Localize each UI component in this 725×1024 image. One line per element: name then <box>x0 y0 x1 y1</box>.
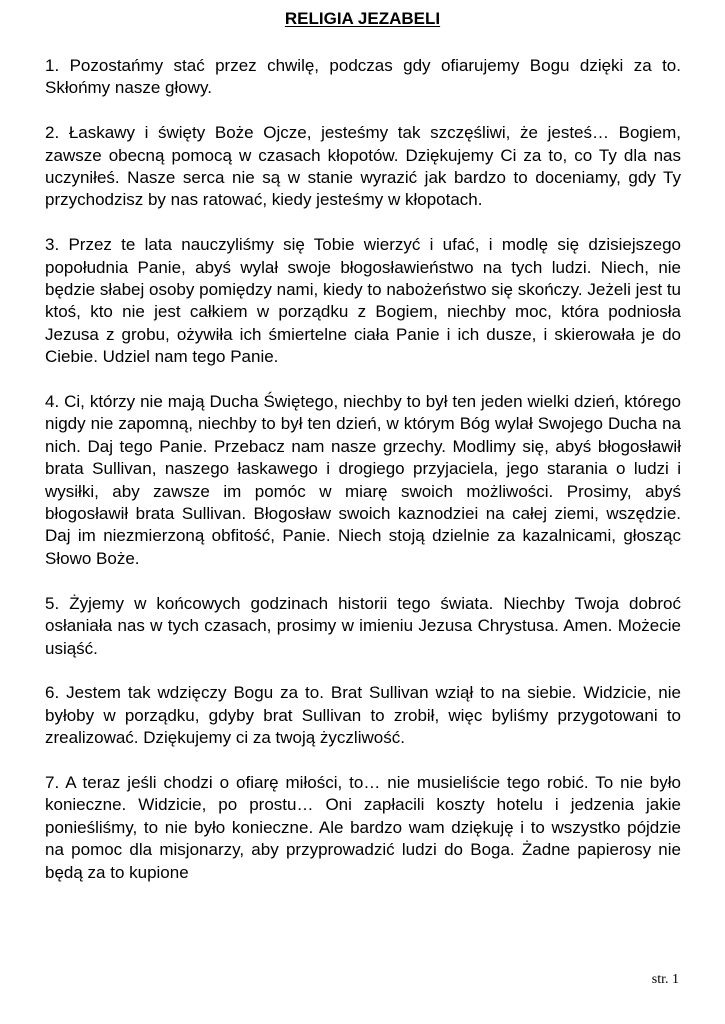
document-title: RELIGIA JEZABELI <box>284 9 441 28</box>
paragraph-2: 2. Łaskawy i święty Boże Ojcze, jesteśmy tak szczęśliwi, że jesteś… Bogiem, zawsze obecną pomocą w czasach kłopotów. Dziękujemy Ci za to, co Ty dla nas uczyniłeś. Nasze serca nie są w stanie wyrazić jak bardzo to doceniamy, gdy Ty przychodzisz by nas ratować, kiedy jesteśmy w kłopotach. <box>45 123 681 210</box>
paragraph-5: 5. Żyjemy w końcowych godzinach historii tego świata. Niechby Twoja dobroć osłaniała nas w tych czasach, prosimy w imieniu Jezusa Chrystusa. Amen. Możecie usiąść. <box>45 593 681 658</box>
paragraph-4: 4. Ci, którzy nie mają Ducha Świętego, niechby to był ten jeden wielki dzień, którego nigdy nie zapomną, niechby to był ten dzień, w którym Bóg wylał Swojego Ducha na nich. Daj tego Panie. Przebacz nam nasze grzechy. Modlimy się, abyś błogosławił brata Sullivan, naszego łaskawego i drogiego przyjaciela, jego starania o ludzi i wysiłki, aby zawsze im pomóc w miarę swoich możliwości. Prosimy, abyś błogosławił brata Sullivan. Błogosław swoich kaznodziei na całej ziemi, wszędzie. Daj im niezmierzoną obfitość, Panie. Niech stoją dzielnie za kazalnicami, głosząc Słowo Boże. <box>45 392 681 568</box>
paragraph-1: 1. Pozostańmy stać przez chwilę, podczas gdy ofiarujemy Bogu dzięki za to. Skłońmy nasze głowy. <box>45 56 681 98</box>
document-body <box>45 55 681 884</box>
paragraph-3: 3. Przez te lata nauczyliśmy się Tobie wierzyć i ufać, i modlę się dzisiejszego popołudnia Panie, abyś wylał swoje błogosławieństwo na tych ludzi. Niech, nie będzie słabej osoby pomiędzy nami, kiedy to nabożeństwo się skończy. Jeżeli jest tu ktoś, kto nie jest całkiem w porządku z Bogiem, niechby moc, która podniosła Jezusa z grobu, ożywiła ich śmiertelne ciała Panie i ich dusze, i skierowała je do Ciebie. Udziel nam tego Panie. <box>45 235 681 367</box>
page-number: str. 1 <box>651 972 679 987</box>
paragraph-6: 6. Jestem tak wdzięczy Bogu za to. Brat Sullivan wziął to na siebie. Widzicie, nie byłoby w porządku, gdyby brat Sullivan to zrobił, więc byliśmy przygotowani to zrealizować. Dziękujemy ci za twoją życzliwość. <box>45 683 681 748</box>
paragraph-7: 7. A teraz jeśli chodzi o ofiarę miłości, to… nie musieliście tego robić. To nie było konieczne. Widzicie, po prostu… Oni zapłacili koszty hotelu i jedzenia jakie ponieśliśmy, to nie było konieczne. Ale bardzo wam dziękuję i to wszystko pójdzie na pomoc dla misjonarzy, aby przyprowadzić ludzi do Boga. Żadne papierosy nie będą za to kupione <box>45 772 681 882</box>
